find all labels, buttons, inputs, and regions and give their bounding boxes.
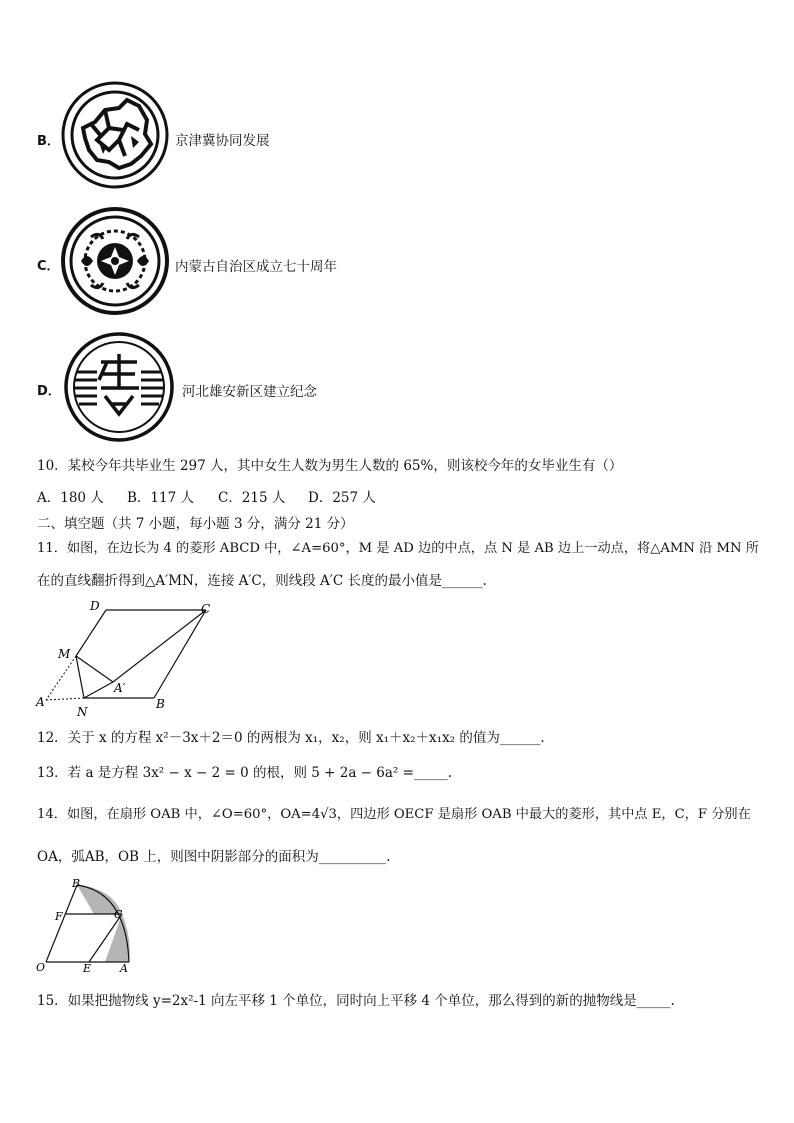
sector-figure [34,876,138,976]
option-c-caption: 内蒙古自治区成立七十周年 [175,259,337,275]
label-b: B [156,697,165,711]
option-d-letter: D． [37,384,61,399]
option-b-letter: B． [37,134,60,149]
inner-mongolia-seal-icon [61,207,169,315]
question-14-line-1: 14．如图，在扇形 OAB 中，∠O=60°，OA=4√3，四边形 OECF 是扇形 OAB 中最大的菱形，其中点 E，C，F 分别在 [37,807,751,822]
question-12-text: 12．关于 x 的方程 x²－3x＋2＝0 的两根为 x₁，x₂，则 x₁＋x₂＋x₁x₂ 的值为______. [37,730,545,746]
q10-choice-b: B．117 人 [127,490,194,506]
section-2-title: 二、填空题（共 7 小题，每小题 3 分，满分 21 分） [37,516,354,532]
question-14-line-2: OA，弧AB，OB 上，则图中阴影部分的面积为__________. [37,849,391,865]
label-d: D [90,599,100,613]
question-11-line-1: 11．如图，在边长为 4 的菱形 ABCD 中，∠A=60°，M 是 AD 边的中点，点 N 是 AB 边上一动点，将△AMN 沿 MN 所 [37,541,759,556]
question-10-text: 10．某校今年共毕业生 297 人，其中女生人数为男生人数的 65%，则该校今年的女毕业生有（） [37,458,623,474]
label-b: B [72,877,81,890]
label-a: A [36,695,45,709]
option-c-letter: C． [37,259,60,274]
question-13-text: 13．若 a 是方程 3x² − x − 2 = 0 的根，则 5 + 2a − 6a² =_____. [37,765,452,781]
label-c: C [114,908,123,921]
label-a-prime: A′ [114,681,126,695]
label-n: N [77,705,88,719]
xiongan-seal-icon [61,332,181,442]
beijing-tianjin-hebei-seal-icon [61,80,169,190]
label-m: M [58,647,71,661]
question-15-text: 15．如果把抛物线 y=2x²-1 向左平移 1 个单位，同时向上平移 4 个单位，那么得到的新的抛物线是_____. [37,993,675,1009]
label-e: E [83,962,92,975]
rhombus-figure [30,598,220,720]
q10-choice-a: A．180 人 [37,490,104,506]
label-a: A [120,962,128,975]
option-d-caption: 河北雄安新区建立纪念 [182,384,317,400]
question-11-line-2: 在的直线翻折得到△A′MN，连接 A′C，则线段 A′C 长度的最小值是______. [37,573,487,589]
q10-choice-c: C．215 人 [218,490,286,506]
option-b-caption: 京津冀协同发展 [175,133,270,149]
q10-choice-d: D．257 人 [308,490,376,506]
label-o: O [36,961,46,974]
label-f: F [55,910,63,923]
label-c: C [201,602,211,616]
